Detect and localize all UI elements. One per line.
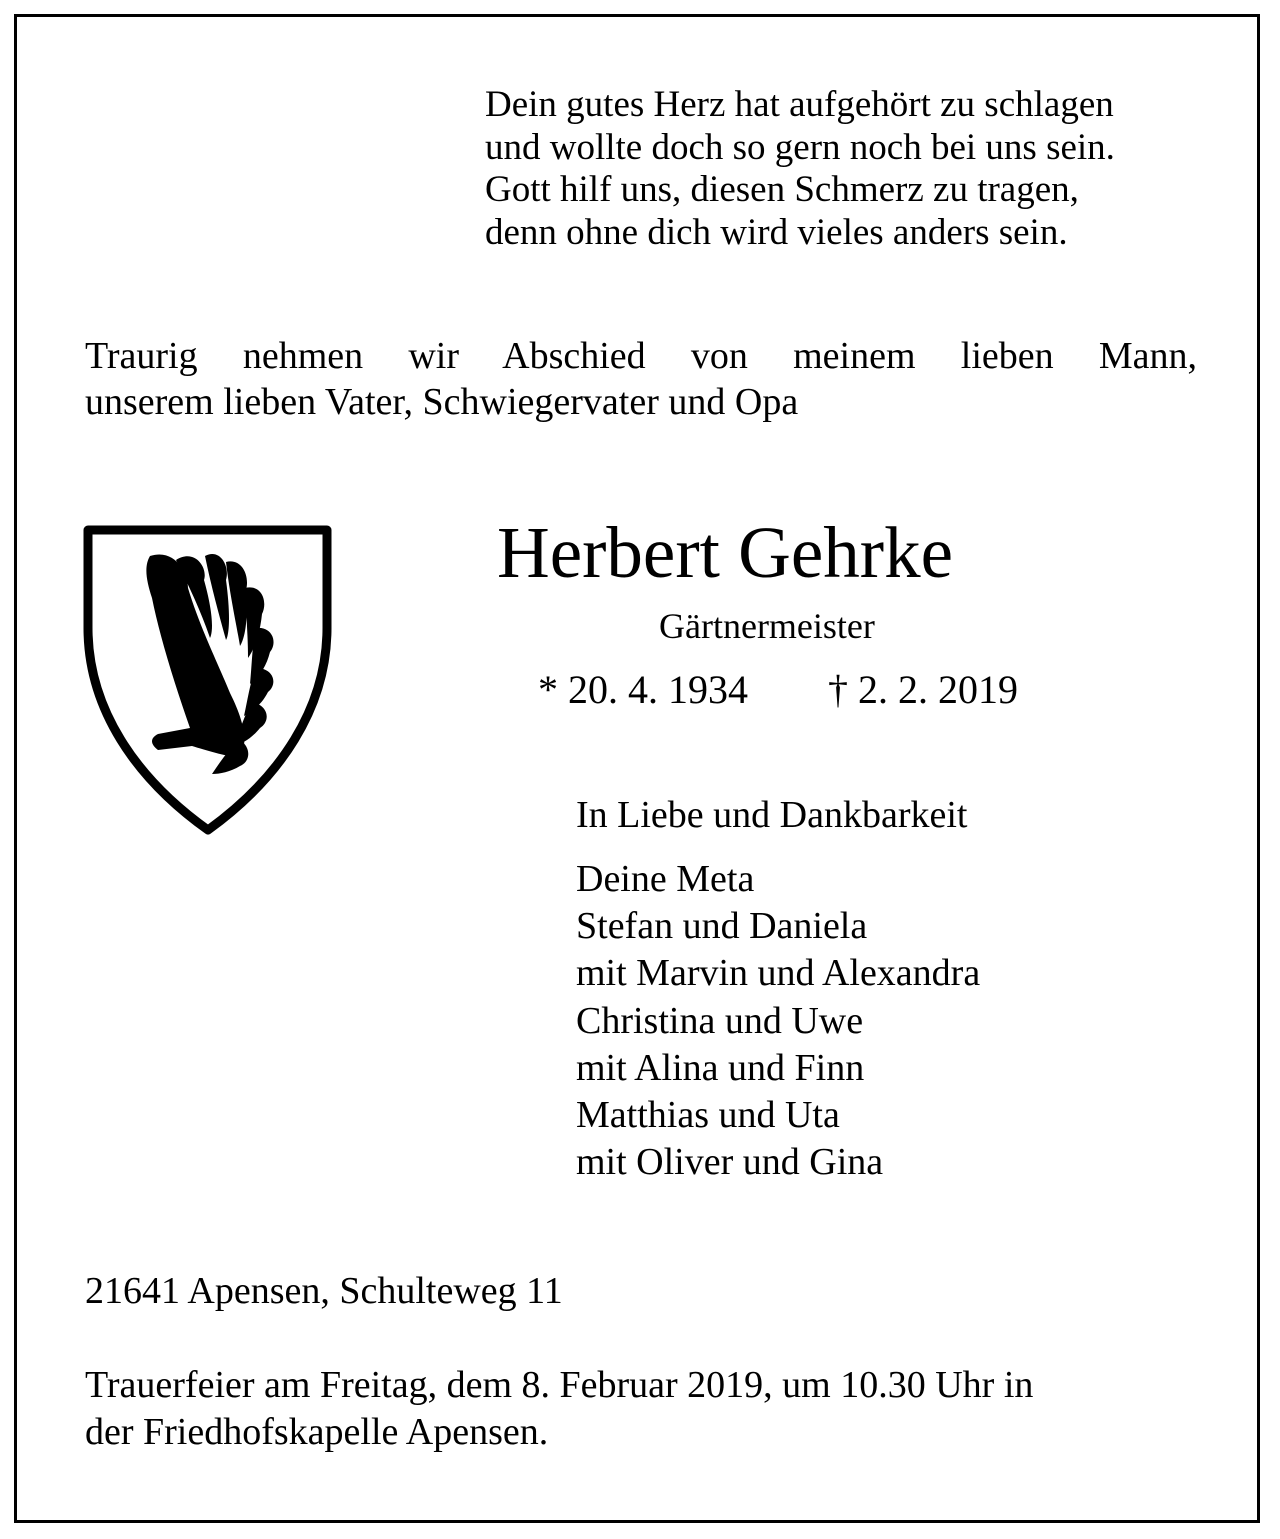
funeral-service-info (85, 1362, 1033, 1456)
poem (485, 84, 1225, 254)
poem-line: Dein gutes Herz hat aufgehört zu schlagen (485, 84, 1114, 125)
mourner-line: Christina und Uwe (576, 999, 864, 1042)
mourner-line: Deine Meta (576, 858, 755, 900)
death-date: † 2. 2. 2019 (828, 667, 1018, 712)
deceased-profession: Gärtnermeister (659, 606, 875, 646)
deceased-name: Herbert Gehrke (497, 512, 954, 593)
farewell-intro (85, 333, 1197, 425)
life-dates (538, 664, 1018, 716)
love-line: In Liebe und Dankbarkeit (576, 794, 968, 836)
address: 21641 Apensen, Schulteweg 11 (85, 1270, 563, 1312)
poem-line: denn ohne dich wird vieles anders sein. (485, 211, 1068, 253)
birth-date: * 20. 4. 1934 (538, 667, 748, 712)
mourner-line: mit Marvin und Alexandra (576, 952, 981, 995)
mourners-list (576, 856, 980, 1186)
mourner-line: Matthias und Uta (576, 1093, 840, 1136)
intro-line: unserem lieben Vater, Schwiegervater und Opa (85, 381, 799, 423)
mourner-line: Stefan und Daniela (576, 905, 868, 948)
poem-line: und wollte doch so gern noch bei uns sein. (485, 126, 1115, 168)
poem-line: Gott hilf uns, diesen Schmerz zu tragen, (485, 169, 1079, 210)
mourner-line: mit Oliver und Gina (576, 1141, 884, 1184)
service-line: der Friedhofskapelle Apensen. (85, 1411, 549, 1453)
service-line: Trauerfeier am Freitag, dem 8. Februar 2019, um 10.30 Uhr in (85, 1364, 1034, 1406)
mourner-line: mit Alina und Finn (576, 1046, 865, 1089)
intro-line: Traurig nehmen wir Abschied von meinem lieben Mann, (85, 335, 1197, 377)
coat-of-arms-shield-icon (80, 518, 335, 840)
